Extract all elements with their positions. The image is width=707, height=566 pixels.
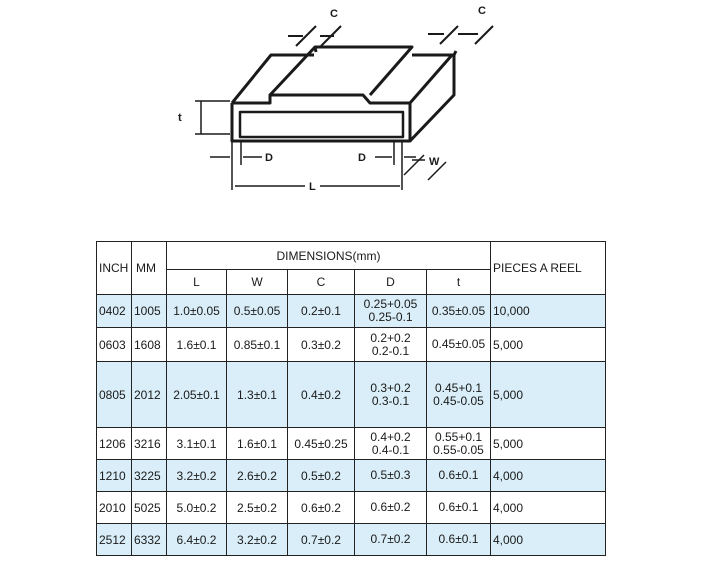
cell-d-line: 0.6±0.2	[370, 500, 411, 514]
cell-pieces: 4,000	[491, 492, 606, 524]
dimensions-table	[96, 241, 606, 556]
cell-t-line: 0.45-0.05	[433, 393, 484, 408]
table-row	[97, 524, 606, 556]
cell-d-line: 0.5±0.3	[370, 468, 411, 482]
header-dimensions: DIMENSIONS(mm)	[167, 242, 491, 270]
cell-t	[427, 492, 491, 524]
cell-inch: 0402	[97, 295, 132, 328]
cell-d	[355, 328, 427, 362]
l-label: L	[309, 181, 316, 193]
cell-d	[355, 295, 427, 328]
cell-d	[355, 362, 427, 428]
cell-c: 0.7±0.2	[288, 524, 355, 556]
cell-t-line: 0.45±0.05	[431, 337, 486, 351]
chip-resistor-diagram	[0, 0, 707, 230]
cell-c: 0.2±0.1	[288, 295, 355, 328]
c-label-right: C	[478, 5, 486, 17]
cell-w: 0.5±0.05	[227, 295, 288, 328]
cell-inch: 2010	[97, 492, 132, 524]
cell-pieces: 4,000	[491, 524, 606, 556]
t-label: t	[178, 112, 182, 124]
cell-d-line: 0.2-0.1	[371, 343, 410, 358]
cell-d	[355, 428, 427, 460]
cell-t	[427, 460, 491, 492]
cell-pieces: 5,000	[491, 328, 606, 362]
cell-mm: 5025	[132, 492, 167, 524]
c-label-left: C	[330, 8, 338, 20]
header-inch: INCH	[97, 242, 132, 295]
cell-inch: 0603	[97, 328, 132, 362]
cell-l: 6.4±0.2	[167, 524, 227, 556]
cell-d-line: 0.3-0.1	[371, 393, 410, 408]
cell-l: 5.0±0.2	[167, 492, 227, 524]
d-label-left: D	[265, 152, 273, 164]
cell-d-line: 0.4+0.2	[370, 429, 411, 444]
cell-t	[427, 295, 491, 328]
table-row	[97, 428, 606, 460]
subheader-d: D	[355, 270, 427, 295]
cell-pieces: 5,000	[491, 428, 606, 460]
cell-pieces: 10,000	[491, 295, 606, 328]
cell-mm: 6332	[132, 524, 167, 556]
subheader-t: t	[427, 270, 491, 295]
left-terminal	[232, 103, 410, 141]
cell-mm: 2012	[132, 362, 167, 428]
cell-t	[427, 328, 491, 362]
cell-l: 3.2±0.2	[167, 460, 227, 492]
cell-w: 2.6±0.2	[227, 460, 288, 492]
cell-w: 1.6±0.1	[227, 428, 288, 460]
cell-t-line: 0.45+0.1	[434, 380, 483, 395]
header-pieces: PIECES A REEL	[491, 242, 606, 295]
cell-w: 3.2±0.2	[227, 524, 288, 556]
cell-d-line: 0.3+0.2	[370, 380, 411, 395]
table-row	[97, 362, 606, 428]
cell-inch: 1210	[97, 460, 132, 492]
table-row	[97, 295, 606, 328]
cell-inch: 0805	[97, 362, 132, 428]
cell-t-line: 0.6±0.1	[438, 468, 479, 482]
cell-l: 1.6±0.1	[167, 328, 227, 362]
table-row	[97, 492, 606, 524]
cell-l: 3.1±0.1	[167, 428, 227, 460]
cell-w: 2.5±0.2	[227, 492, 288, 524]
w-label: W	[429, 156, 440, 168]
cell-d-line: 0.2+0.2	[370, 330, 411, 345]
cell-t-line: 0.55+0.1	[434, 429, 483, 444]
cell-w: 1.3±0.1	[227, 362, 288, 428]
cell-d-line: 0.4-0.1	[371, 442, 410, 457]
subheader-l: L	[167, 270, 227, 295]
cell-l: 2.05±0.1	[167, 362, 227, 428]
cell-mm: 3225	[132, 460, 167, 492]
cell-c: 0.3±0.2	[288, 328, 355, 362]
cell-c: 0.45±0.25	[288, 428, 355, 460]
table-row	[97, 328, 606, 362]
cell-d	[355, 460, 427, 492]
cell-d	[355, 524, 427, 556]
cell-mm: 1005	[132, 295, 167, 328]
cell-d-line: 0.7±0.2	[370, 532, 411, 546]
subheader-c: C	[288, 270, 355, 295]
header-mm: MM	[132, 242, 167, 295]
cell-t-line: 0.35±0.05	[431, 303, 486, 318]
cell-pieces: 4,000	[491, 460, 606, 492]
cell-c: 0.5±0.2	[288, 460, 355, 492]
cell-pieces: 5,000	[491, 362, 606, 428]
cell-t-line: 0.6±0.1	[438, 500, 479, 514]
cell-inch: 2512	[97, 524, 132, 556]
cell-t	[427, 428, 491, 460]
cell-t	[427, 362, 491, 428]
cell-c: 0.4±0.2	[288, 362, 355, 428]
cell-t-line: 0.6±0.1	[438, 532, 479, 546]
cell-l: 1.0±0.05	[167, 295, 227, 328]
subheader-w: W	[227, 270, 288, 295]
d-label-right: D	[358, 152, 366, 164]
cell-d-line: 0.25+0.05	[363, 297, 418, 311]
cell-inch: 1206	[97, 428, 132, 460]
cell-mm: 1608	[132, 328, 167, 362]
cell-w: 0.85±0.1	[227, 328, 288, 362]
cell-mm: 3216	[132, 428, 167, 460]
cell-t-line: 0.55-0.05	[433, 442, 484, 457]
cell-d-line: 0.25-0.1	[368, 310, 413, 324]
cell-t	[427, 524, 491, 556]
cell-d	[355, 492, 427, 524]
resistor-front-face	[240, 112, 403, 137]
table-row	[97, 460, 606, 492]
right-terminal	[410, 55, 452, 103]
cell-c: 0.6±0.2	[288, 492, 355, 524]
